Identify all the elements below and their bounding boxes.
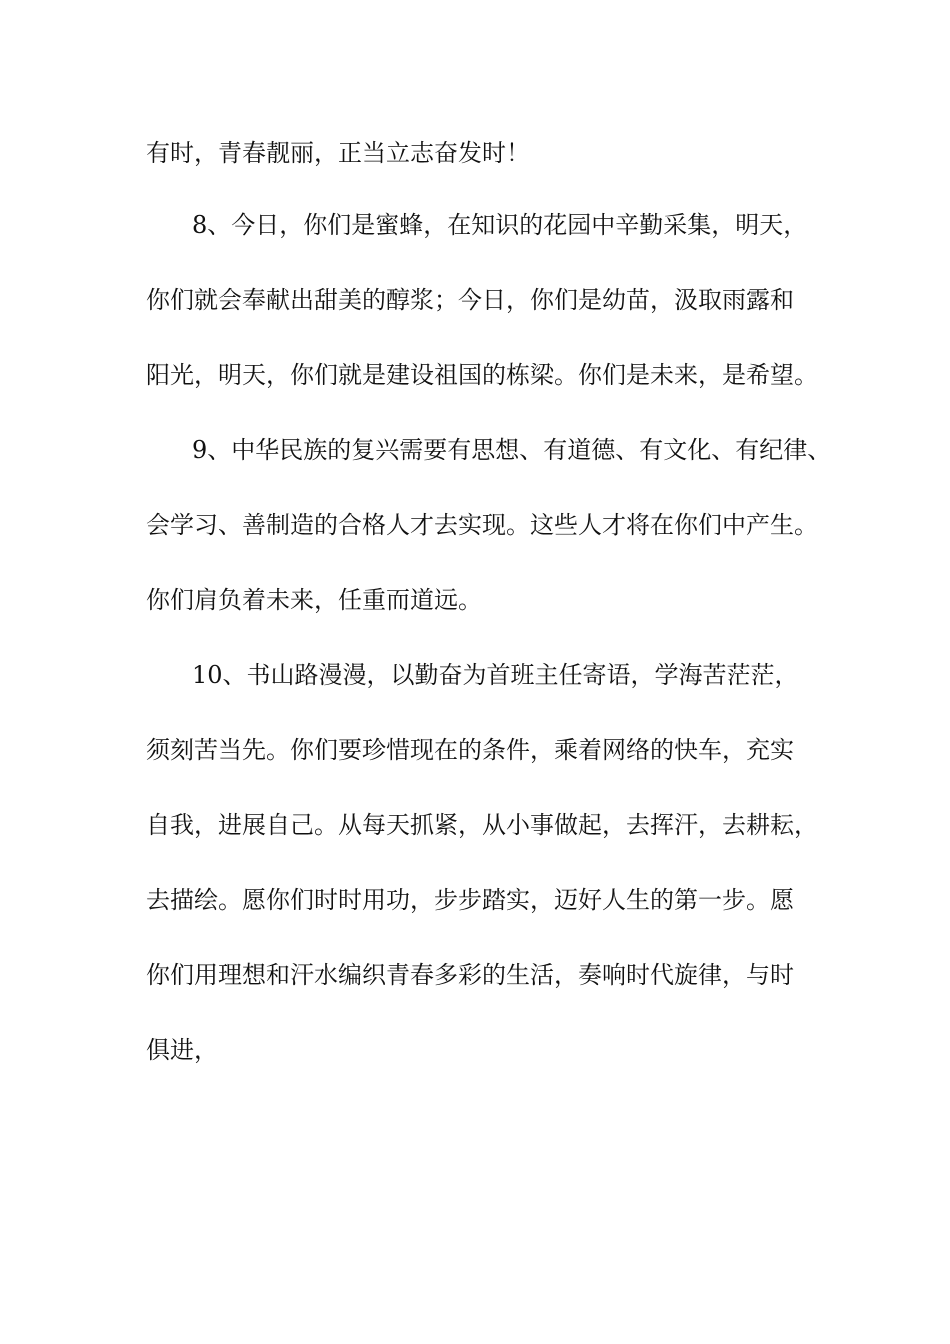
text-line: 须刻苦当先。你们要珍惜现在的条件，乘着网络的快车，充实 — [146, 736, 794, 764]
text-line: 有时，青春靓丽，正当立志奋发时！ — [146, 139, 530, 167]
text-line: 俱进， — [146, 1036, 218, 1064]
text-line: 你们用理想和汗水编织青春多彩的生活，奏响时代旋律，与时 — [146, 961, 794, 989]
item-9-first-line: 9、中华民族的复兴需要有思想、有道德、有文化、有纪律、 — [192, 436, 832, 464]
text-line: 你们就会奉献出甜美的醇浆；今日，你们是幼苗，汲取雨露和 — [146, 286, 794, 314]
item-10-first-line: 10、书山路漫漫，以勤奋为首班主任寄语，学海苦茫茫， — [192, 661, 799, 689]
text-line: 你们肩负着未来，任重而道远。 — [146, 586, 482, 614]
item-8-first-line: 8、今日，你们是蜜蜂，在知识的花园中辛勤采集，明天， — [192, 211, 808, 239]
text-line: 去描绘。愿你们时时用功，步步踏实，迈好人生的第一步。愿 — [146, 886, 794, 914]
text-line: 自我，进展自己。从每天抓紧，从小事做起，去挥汗，去耕耘， — [146, 811, 818, 839]
text-line: 阳光，明天，你们就是建设祖国的栋梁。你们是未来，是希望。 — [146, 361, 818, 389]
text-line: 会学习、善制造的合格人才去实现。这些人才将在你们中产生。 — [146, 511, 818, 539]
